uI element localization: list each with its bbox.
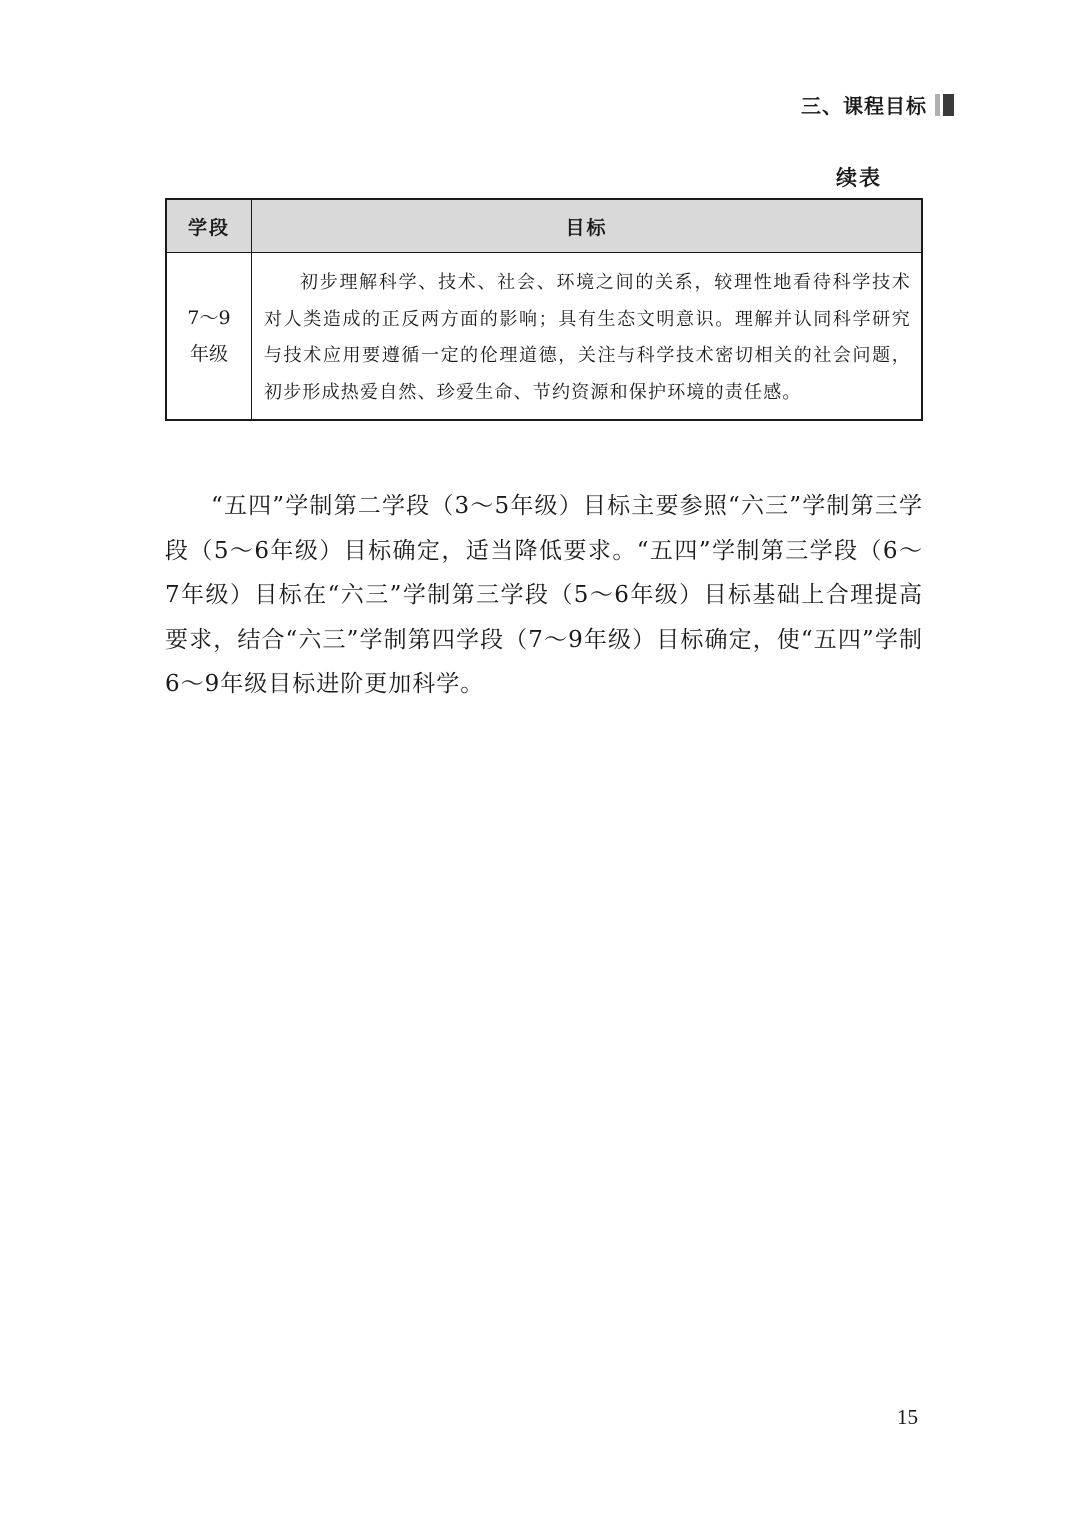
table-row	[166, 253, 922, 421]
stage-grade-range: 7～9	[187, 307, 231, 329]
header-bar-marks	[935, 94, 954, 116]
running-header	[801, 90, 954, 119]
stage-cell	[166, 253, 252, 421]
column-header-goal: 目标	[252, 199, 923, 253]
section-title: 三、课程目标	[801, 94, 927, 118]
page-number: 15	[897, 1405, 918, 1429]
table-header-row	[166, 199, 922, 253]
goals-table	[165, 198, 923, 421]
column-header-stage: 学段	[166, 199, 252, 253]
body-paragraph: “五四”学制第二学段（3～5年级）目标主要参照“六三”学制第三学段（5～6年级）目标确定，适当降低要求。“五四”学制第三学段（6～7年级）目标在“六三”学制第三学段（5～6年级）目标基础上合理提高要求，结合“六三”学制第四学段（7～9年级）目标确定，使“五四”学制6～9年级目标进阶更加科学。	[165, 493, 923, 697]
header-bar-thin	[935, 94, 940, 116]
stage-grade-label: 年级	[189, 343, 228, 365]
goal-cell: 初步理解科学、技术、社会、环境之间的关系，较理性地看待科学技术对人类造成的正反两方面的影响；具有生态文明意识。理解并认同科学研究与技术应用要遵循一定的伦理道德，关注与科学技术密切相关的社会问题，初步形成热爱自然、珍爱生命、节约资源和保护环境的责任感。	[264, 272, 911, 403]
header-bar-thick	[943, 94, 954, 116]
table-caption: 续表	[836, 166, 882, 190]
